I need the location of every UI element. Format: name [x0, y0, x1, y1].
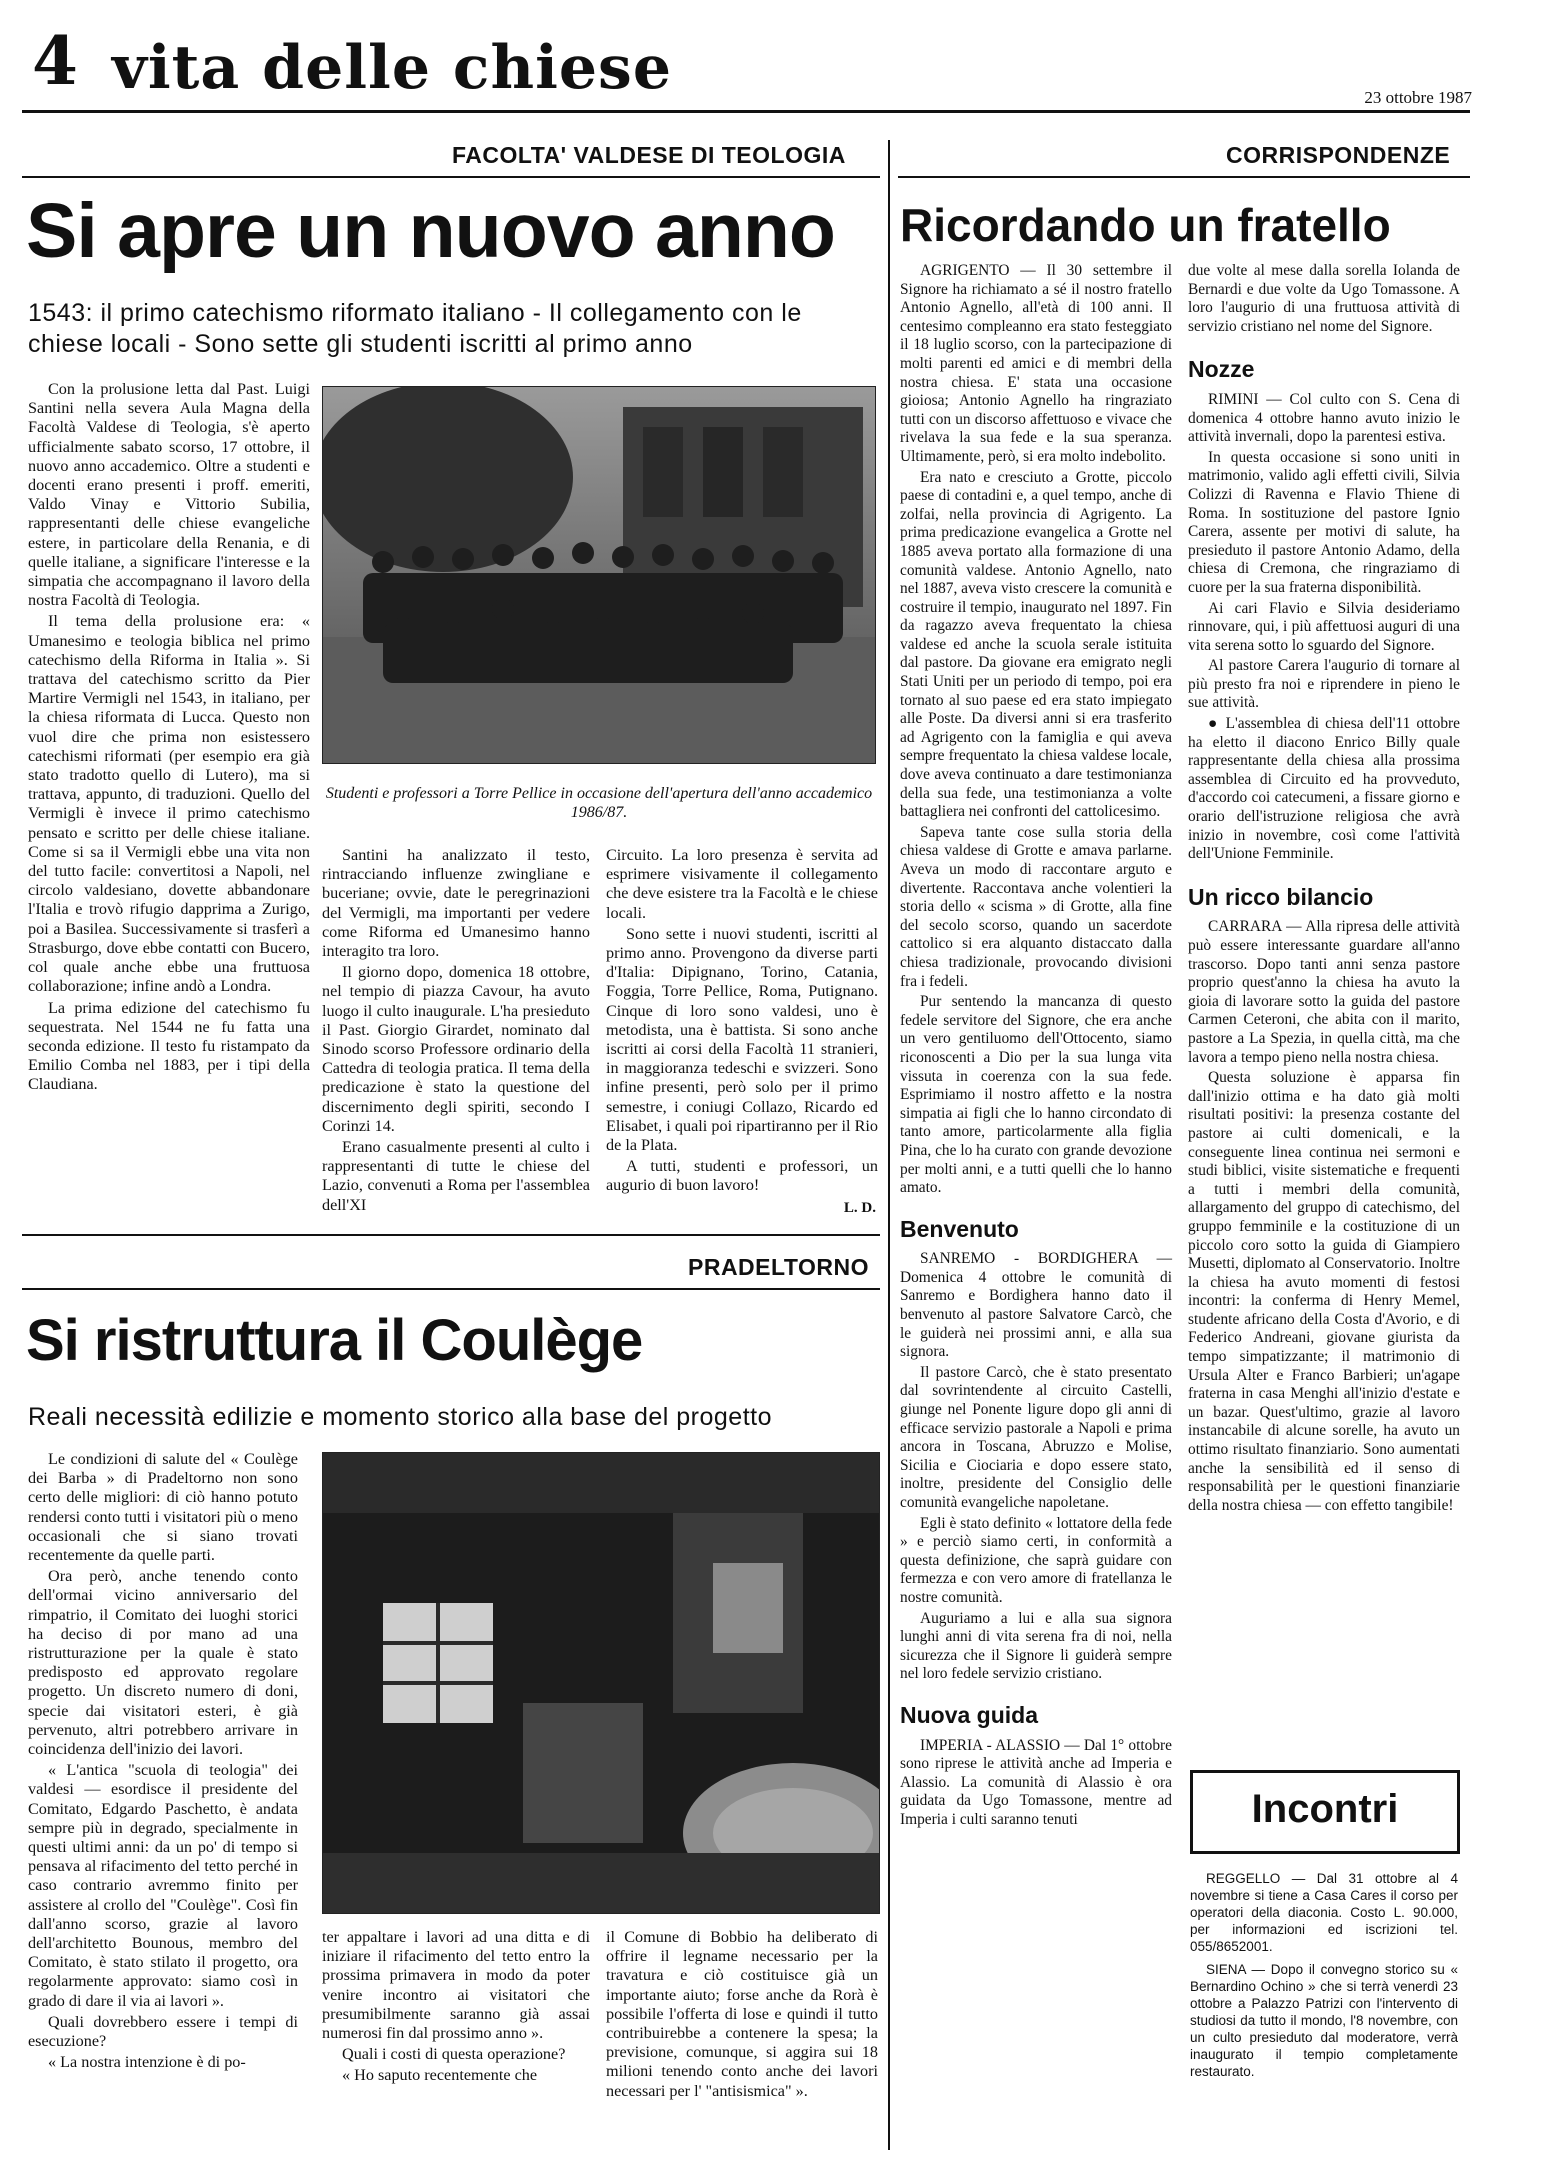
paragraph: In questa occasione si sono uniti in matrimonio, valido agli effetti civili, Silvia Colizzi di Ravenna e Flavio Thiene di Roma. In sostituzione del pastore Ignio Carera, assente per motivi di salute, ha presieduto il pastore Antonio Adamo, della chiesa di Cremona, che ringraziamo di cuore per la sua fraterna disponibilità.	[1188, 448, 1460, 596]
paragraph: Era nato e cresciuto a Grotte, piccolo paese di contadini e, a quel tempo, anche di zolfai, nella provincia di Agrigento. La prima predicazione evangelica a Grotte nel 1885 aveva portato alla formazione di una comunità valdese. Antonio Agnello, nato nel 1887, aveva visto crescere la comunità e costruire il tempio, inaugurato nel 1897. Fin da ragazzo aveva frequentato la chiesa valdese ed anche la scuola serale istituita dal pastore. Da giovane era emigrato negli Stati Uniti per un periodo di tempo, poi era tornato al suo paese ed era stato impiegato alle Poste. Da diversi anni si era trasferito ad Agrigento con la famiglia e qui aveva sempre frequentato la chiesa valdese locale, dove aveva continuato a dare testimonianza della sua fede, una testimonianza a volte battagliera nei confronti del cattolicesimo.	[900, 468, 1172, 821]
paragraph: Al pastore Carera l'augurio di tornare al più presto fra noi e riprendere in pieno le sue attività.	[1188, 657, 1460, 712]
paragraph: ter appaltare i lavori ad una ditta e di iniziare il rifacimento del tetto entro la prossima primavera in modo da poter venire incontro ai visitatori che presumibilmente saranno già assai numerosi fin dal prossimo anno ».	[322, 1928, 590, 2043]
nuova-guida-heading: Nuova guida	[900, 1701, 1039, 1728]
benvenuto-heading: Benvenuto	[900, 1215, 1019, 1242]
paragraph: Con la prolusione letta dal Past. Luigi Santini nella severa Aula Magna della Facoltà Valdese di Teologia, s'è aperto ufficialmente sabato scorso, 17 ottobre, il nuovo anno accademico. Oltre a studenti e docenti erano presenti i proff. emeriti, Valdo Vinay e Vittorio Subilia, rappresentanti delle chiese evangeliche estere, in particolare della Renania, e di quelle italiane, a significare l'interesse e la simpatia che accompagnano il lavoro della nostra Facoltà di Teologia.	[28, 380, 310, 610]
paragraph: IMPERIA - ALASSIO — Dal 1° ottobre sono riprese le attività anche ad Imperia e Alassio. La comunità di Alassio è ora guidata da Ugo Tomassone, mentre ad Imperia i culti saranno tenuti	[900, 1736, 1172, 1828]
bottom-col-3	[606, 1928, 878, 2101]
paragraph: Quali dovrebbero essere i tempi di esecuzione?	[28, 2012, 298, 2051]
incontri-list	[1190, 1870, 1458, 2086]
paragraph: Il tema della prolusione era: « Umanesimo e teologia biblica nel primo catechismo della Riforma in Italia ». Si trattava del catechismo scritto da Pier Martire Vermigli nel 1543, in italiano, per la chiesa riformata di Lucca. Questo non vuol dire che prima non esistessero catechismi riformati (per esempio era già stato tradotto quello di Lutero), ma si trattava, appunto, di traduzioni. Quello del Vermigli è invece il primo catechismo pensato e scritto per delle chiese italiane. Come si sa il Vermigli ebbe una vita non del tutto facile: convertitosi a Napoli, nel circolo valdesiano, dovette abbandonare l'Italia e trovò rifugio dapprima a Zurigo, poi a Basilea. Successivamente si trasferì a Strasburgo, dove ebbe contatti con Bucero, col quale anche ebbe una fruttuosa collaborazione; infine andò a Londra.	[28, 612, 310, 996]
paragraph: Ora però, anche tenendo conto dell'ormai vicino anniversario del rimpatrio, il Comitato dei luoghi storici ha deciso di por mano ad una ristrutturazione per la quale è stato predisposto ed approvato regolare progetto. Un discreto numero di doni, specie dai visitatori esteri, è già pervenuto, altri potrebbero arrivare in coincidenza dell'inizio dei lavori.	[28, 1567, 298, 1759]
bottom-col-1	[28, 1450, 298, 2073]
paragraph: Quali i costi di questa operazione?	[342, 2045, 566, 2064]
paragraph: Pur sentendo la mancanza di questo fedele servitore del Signore, che era anche un vero gentiluomo dell'Ottocento, siamo riconoscenti a Dio per la sua lunga vita vissuta in coerenza con la sua fede. Esprimiamo il nostro affetto e la nostra simpatia ai figli che lo hanno circondato di tanto amore, particolarmente alla figlia Pina, che lo ha curato con grande devozione per molti anni, e a tutti quelli che lo hanno amato.	[900, 993, 1172, 1197]
bottom-headline: Si ristruttura il Coulège	[26, 1308, 643, 1373]
right-headline: Ricordando un fratello	[900, 199, 1391, 251]
students-photo	[322, 386, 876, 764]
paragraph: La prima edizione del catechismo fu sequestrata. Nel 1544 ne fu fatta una seconda edizione. Il testo fu ristampato da Emilio Comba nel 1883, per i tipi della Claudiana.	[28, 998, 310, 1094]
issue-date: 23 ottobre 1987	[1364, 88, 1472, 107]
incontri-heading: Incontri	[1251, 1787, 1399, 1831]
left-kicker-rule	[22, 176, 880, 178]
paragraph: « L'antica "scuola di teologia" dei valdesi — esordisce il presidente del Comitato, Edgardo Paschetto, è andata sempre più in degrado, specialmente in questi ultimi anni: da un po' di tempo si pensava al rifacimento del tetto perché in caso contrario avremmo finito per assistere al crollo del "Coulège". Così fin dall'anno scorso, grazie al lavoro dell'architetto Bounous, membro del Comitato, è stato stilato il progetto, ora regolarmente approvato: siamo così in grado di dare il via ai lavori ».	[28, 1761, 298, 2010]
article-signature: L. D.	[843, 1200, 876, 1216]
left-deck: 1543: il primo catechismo riformato italiano - Il collegamento con le chiese locali - Sono sette gli studenti iscritti al primo anno	[28, 299, 802, 359]
right-col-2	[1188, 262, 1460, 1515]
paragraph: AGRIGENTO — Il 30 settembre il Signore ha richiamato a sé il nostro fratello Antonio Agnello, all'età di 100 anni. Il centesimo compleanno era stato festeggiato il 18 luglio scorso, con la partecipazione di molti parenti ed amici e di membri della nostra chiesa. E' stata una occasione gioiosa; Antonio Agnello ha ringraziato tutti con un discorso affettuoso e vivace che rivelava la sua fede e la sua speranza. Ultimamente, però, si era molto indebolito.	[900, 262, 1172, 465]
masthead-rule	[22, 110, 1470, 113]
incontri-box	[1190, 1770, 1460, 1854]
paragraph: RIMINI — Col culto con S. Cena di domenica 4 ottobre hanno avuto inizio le attività invernali, dopo la parentesi estiva.	[1188, 390, 1460, 446]
paragraph: SIENA — Dopo il convegno storico su « Bernardino Ochino » che si terrà venerdì 23 ottobre a Palazzo Patrizi con l'intervento di studiosi da tutto il mondo, l'8 novembre, con un culto presieduto dal moderatore, verrà inaugurato il tempio completamente restaurato.	[1190, 1962, 1458, 2079]
coulege-photo	[322, 1452, 880, 1914]
paragraph: « Ho saputo recentemente che	[342, 2066, 538, 2085]
bottom-deck: Reali necessità edilizie e momento storico alla base del progetto	[28, 1403, 772, 1431]
paragraph: Sapeva tante cose sulla storia della chiesa valdese di Grotte e amava parlarne. Aveva un modo di raccontare arguto e divertente. Raccontava anche volentieri la storia dello « scisma » di Grotte, alla fine del secolo scorso, quando un sacerdote cattolico si era alquanto distaccato dalla chiesa tradizionale, provocando divisioni fra i fedeli.	[900, 823, 1172, 990]
right-kicker: CORRISPONDENZE	[1226, 142, 1451, 168]
paragraph: Erano casualmente presenti al culto i rappresentanti di tutte le chiese del Lazio, convenuti a Roma per l'assemblea dell'XI	[322, 1138, 590, 1214]
paragraph: A tutti, studenti e professori, un augurio di buon lavoro!	[606, 1157, 878, 1195]
section-rule	[22, 1234, 880, 1236]
paragraph: ● L'assemblea di chiesa dell'11 ottobre ha eletto il diacono Enrico Billy quale rappresentante della chiesa alla prossima assemblea di Circuito ed ha provveduto, d'accordo coi catecumeni, a fissare giorno e orario dell'istruzione religiosa che avrà inizio in novembre, così come l'attività dell'Unione Femminile.	[1188, 715, 1460, 863]
left-col-1	[28, 380, 310, 1095]
bottom-col-2	[322, 1928, 590, 2086]
column-divider	[888, 140, 890, 2150]
paragraph: Ai cari Flavio e Silvia desideriamo rinnovare, qui, i più affettuosi auguri di una vita serena sotto lo sguardo del Signore.	[1188, 599, 1460, 654]
paragraph: Auguriamo a lui e alla sua signora lunghi anni di vita serena fra di noi, nella sicurezza che il Signore li guiderà sempre nel loro fedele servizio cristiano.	[900, 1609, 1172, 1683]
left-headline: Si apre un nuovo anno	[26, 188, 835, 274]
right-col-1	[900, 262, 1172, 1830]
section-title: vita delle chiese	[112, 33, 672, 103]
paragraph: Circuito. La loro presenza è servita ad esprimere visivamente il collegamento che deve esistere tra la Facoltà e le chiese locali.	[606, 846, 878, 922]
left-col-3	[606, 846, 878, 1196]
paragraph: Le condizioni di salute del « Coulège dei Barba » di Pradeltorno non sono certo delle migliori: di ciò hanno potuto rendersi conto tutti i visitatori più o meno occasionali che si siano trovati recentemente da quelle parti.	[28, 1450, 298, 1565]
bottom-kicker: PRADELTORNO	[688, 1254, 869, 1280]
paragraph: due volte al mese dalla sorella Iolanda de Bernardi e due volte da Ugo Tomassone. A loro l'augurio di una fruttuosa attività di servizio cristiano nel nome del Signore.	[1188, 262, 1460, 335]
paragraph: Questa soluzione è apparsa fin dall'inizio ottima e ha dato già molti risultati positivi: la presenza costante del pastore ai culti domenicali, e la conseguente linea continua nei sermoni e studi biblici, visite sistematiche e frequenti a tutti i membri della comunità, allargamento del gruppo di catechismo, del gruppo femminile e la costituzione di un piccolo coro sotto la guida di Giampiero Musetti, diplomato al Conservatorio. Inoltre la chiesa ha avuto momenti di festosi incontri: la conferma di Henry Memel, studente africano della Costa d'Avorio, e di Federico Andreani, giovane giurista da tempo simpatizzante; il matrimonio di Ursula Alter e Franco Barbieri; un'agape fraterna in casa Menghi all'inizio d'estate e un bazar. Quest'ultimo, grazie al lavoro instancabile di alcune sorelle, ha avuto un ottimo risultato finanziario. Sono aumentati anche la sensibilità ed il senso di responsabilità per le questioni finanziarie della nostra chiesa — con effetto tangibile!	[1188, 1069, 1460, 1514]
nozze-heading: Nozze	[1188, 356, 1255, 383]
bilancio-heading: Un ricco bilancio	[1188, 883, 1374, 910]
page-number: 4	[32, 22, 78, 100]
bottom-kicker-rule	[22, 1288, 880, 1290]
right-kicker-rule	[898, 176, 1470, 178]
paragraph: Il pastore Carcò, che è stato presentato dal sovrintendente al circuito Castelli, giunge nel Ponente ligure dopo gli anni di efficace servizio pastorale a Napoli e prima ancora in Toscana, Abruzzo e Molise, Sicilia e Ciociaria e dopo essere stato, inoltre, presidente del Consiglio delle comunità evangeliche napoletane.	[900, 1363, 1172, 1511]
paragraph: Sono sette i nuovi studenti, iscritti al primo anno. Provengono da diverse parti d'Italia: Dipignano, Torino, Catania, Foggia, Torre Pellice, Roma, Putignano. Cinque di loro sono valdesi, uno è metodista, una è battista. Si sono anche iscritti ai corsi della Facoltà 11 stranieri, in maggioranza tedeschi e svizzeri. Sono infine presenti, però solo per il primo semestre, i coniugi Collazo, Ricardo ed Elisabet, i quali poi ripartiranno per il Rio de la Plata.	[606, 924, 878, 1155]
left-col-2	[322, 846, 590, 1215]
paragraph: Egli è stato definito « lottatore della fede » e perciò siamo certi, in conformità a questa definizione, che saprà guidare con fermezza e con vero amore di fratellanza le nostre comunità.	[900, 1514, 1172, 1606]
paragraph: « La nostra intenzione è di po-	[48, 2053, 246, 2072]
paragraph: SANREMO - BORDIGHERA — Domenica 4 ottobre le comunità di Sanremo e Bordighera hanno dato il benvenuto al pastore Salvatore Carcò, che le guiderà nei prossimi anni, e alla sua signora.	[900, 1250, 1172, 1361]
photo-caption: Studenti e professori a Torre Pellice in occasione dell'apertura dell'anno accademico 1986/87.	[325, 785, 873, 821]
paragraph: REGGELLO — Dal 31 ottobre al 4 novembre si tiene a Casa Cares il corso per operatori della diaconia. Costo L. 90.000, per informazioni ed iscrizioni tel. 055/8652001.	[1190, 1871, 1458, 1954]
paragraph: Santini ha analizzato il testo, rintracciando influenze zwingliane e buceriane; ovvie, date le peregrinazioni del Vermigli, ma importanti per vedere come Riforma ed Umanesimo hanno interagito tra loro.	[322, 846, 590, 961]
paragraph: il Comune di Bobbio ha deliberato di offrire il legname necessario per la travatura e ciò costituisce già un importante aiuto; forse anche da Rorà è possibile l'offerta di lose e quindi il tutto contribuirebbe a contenere la spesa; la previsione, comunque, si aggira sui 18 milioni tenendo conto anche dei lavori necessari per l' "antisismica" ».	[606, 1928, 878, 2100]
paragraph: Il giorno dopo, domenica 18 ottobre, nel tempio di piazza Cavour, ha avuto luogo il culto inaugurale. L'ha presieduto il Past. Giorgio Girardet, nominato dal Sinodo scorso Professore ordinario della Cattedra di teologia pratica. Il tema della predicazione è stato la questione del discernimento degli spiriti, secondo I Corinzi 14.	[322, 963, 590, 1135]
left-kicker: FACOLTA' VALDESE DI TEOLOGIA	[452, 142, 846, 168]
paragraph: CARRARA — Alla ripresa delle attività può essere interessante guardare all'anno trascorso. Dopo tanti anni senza pastore proprio quest'anno la chiesa ha avuto la gioia di lavorare sotto la guida del pastore Carmen Ceteroni, che abita con il marito, pastore a La Spezia, in quella città, ma che lavora a tempo pieno nella nostra chiesa.	[1188, 918, 1460, 1066]
